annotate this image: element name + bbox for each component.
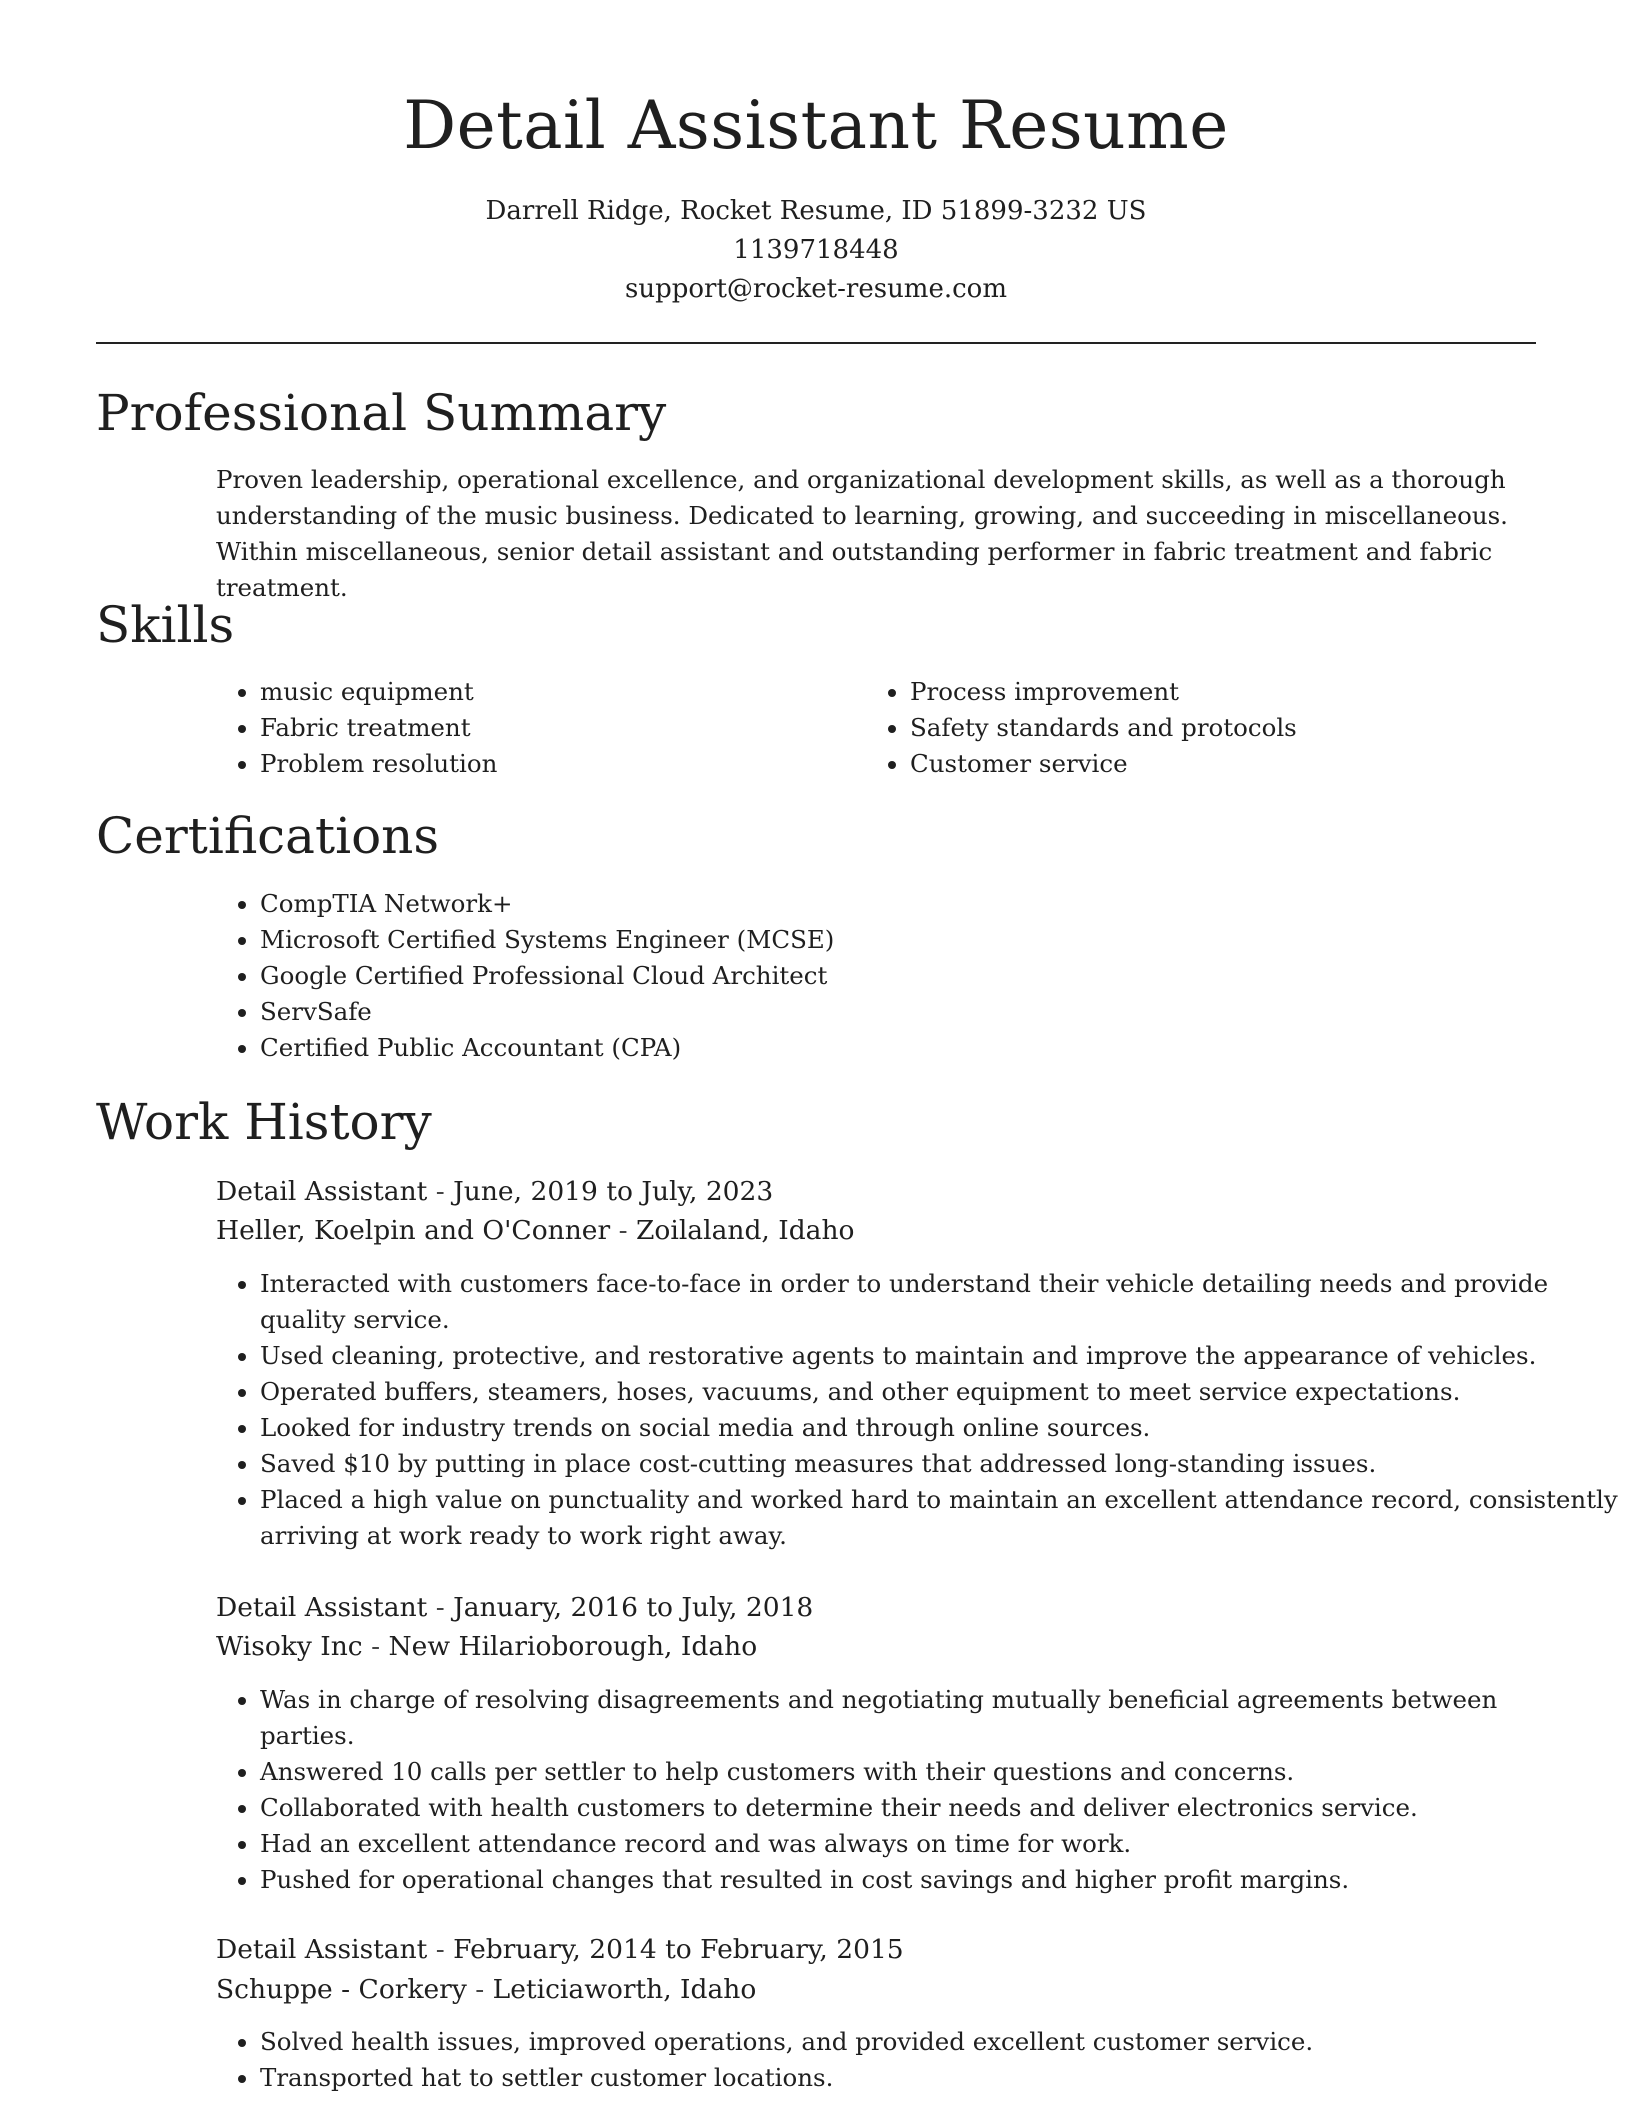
job-title: Detail Assistant bbox=[216, 1176, 428, 1207]
separator: - bbox=[435, 1176, 445, 1207]
job-1-title-line bbox=[216, 1172, 773, 1211]
job-bullet: • Looked for industry trends on social media and through online sources. bbox=[260, 1410, 1632, 1446]
job-bullet: • Transported hat to settler customer locations. bbox=[260, 2060, 1560, 2096]
job-dates: February, 2014 to February, 2015 bbox=[453, 1934, 904, 1965]
work-history-heading: Work History bbox=[96, 1093, 432, 1151]
skills-list-left bbox=[216, 674, 860, 782]
summary-heading: Professional Summary bbox=[96, 384, 667, 442]
skill-item: • Safety standards and protocols bbox=[910, 710, 1570, 746]
separator: - bbox=[435, 1934, 445, 1965]
job-3-bullets bbox=[216, 2024, 1560, 2096]
job-dates: January, 2016 to July, 2018 bbox=[453, 1592, 814, 1623]
job-bullet: • Was in charge of resolving disagreements and negotiating mutually beneficial agreements between parties. bbox=[260, 1682, 1560, 1754]
summary-text: Proven leadership, operational excellence, and organizational development skills, as well as a thorough understanding of the music business. Dedicated to learning, growing, and succeeding in miscellaneous. Within miscellaneous, senior detail assistant and outstanding performer in fabric treatment and fabric treatment. bbox=[216, 465, 1508, 602]
separator: - bbox=[618, 1215, 628, 1246]
job-company: Heller, Koelpin and O'Conner bbox=[216, 1215, 611, 1246]
job-bullet: • Pushed for operational changes that resulted in cost savings and higher profit margins. bbox=[260, 1862, 1560, 1898]
job-2-title-line bbox=[216, 1588, 813, 1627]
job-3-title-line bbox=[216, 1930, 904, 1969]
job-location: Zoilaland, Idaho bbox=[635, 1215, 855, 1246]
certification-item: • CompTIA Network+ bbox=[260, 886, 1540, 922]
separator: - bbox=[475, 1974, 485, 2005]
separator: - bbox=[371, 1631, 381, 1662]
certification-item: • Google Certified Professional Cloud Architect bbox=[260, 958, 1540, 994]
skill-item: • Fabric treatment bbox=[260, 710, 860, 746]
certification-item: • Certified Public Accountant (CPA) bbox=[260, 1030, 1540, 1066]
header-divider bbox=[96, 342, 1536, 344]
certification-item: • ServSafe bbox=[260, 994, 1540, 1030]
job-1-company-line bbox=[216, 1211, 855, 1250]
job-bullet: • Collaborated with health customers to determine their needs and deliver electronics service. bbox=[260, 1790, 1560, 1826]
job-bullet: • Answered 10 calls per settler to help customers with their questions and concerns. bbox=[260, 1754, 1560, 1790]
job-3-company-line bbox=[216, 1970, 756, 2009]
contact-email: support@rocket-resume.com bbox=[624, 274, 1007, 304]
job-location: Leticiaworth, Idaho bbox=[492, 1974, 757, 2005]
certification-item: • Microsoft Certified Systems Engineer (MCSE) bbox=[260, 922, 1540, 958]
contact-phone: 1139718448 bbox=[733, 235, 899, 265]
job-dates: June, 2019 to July, 2023 bbox=[453, 1176, 774, 1207]
contact-address: Darrell Ridge, Rocket Resume, ID 51899-3232 US bbox=[485, 196, 1147, 226]
skills-heading: Skills bbox=[96, 596, 235, 654]
job-company: Schuppe - Corkery bbox=[216, 1974, 467, 2005]
certifications-list bbox=[216, 886, 1540, 1066]
job-bullet: • Saved $10 by putting in place cost-cutting measures that addressed long-standing issues. bbox=[260, 1446, 1632, 1482]
job-bullet: • Used cleaning, protective, and restorative agents to maintain and improve the appearance of vehicles. bbox=[260, 1338, 1632, 1374]
job-bullet: • Had an excellent attendance record and was always on time for work. bbox=[260, 1826, 1560, 1862]
job-title: Detail Assistant bbox=[216, 1934, 428, 1965]
job-1-bullets bbox=[216, 1266, 1632, 1554]
certifications-heading: Certifications bbox=[96, 807, 440, 865]
job-bullet: • Placed a high value on punctuality and worked hard to maintain an excellent attendance record, consistently arriving at work ready to work right away. bbox=[260, 1482, 1632, 1554]
job-2-bullets bbox=[216, 1682, 1560, 1898]
job-location: New Hilarioborough, Idaho bbox=[388, 1631, 758, 1662]
separator: - bbox=[435, 1592, 445, 1623]
job-company: Wisoky Inc bbox=[216, 1631, 363, 1662]
skill-item: • Customer service bbox=[910, 746, 1570, 782]
job-bullet: • Solved health issues, improved operations, and provided excellent customer service. bbox=[260, 2024, 1560, 2060]
job-bullet: • Operated buffers, steamers, hoses, vacuums, and other equipment to meet service expectations. bbox=[260, 1374, 1632, 1410]
skill-item: • Problem resolution bbox=[260, 746, 860, 782]
skills-list-right bbox=[866, 674, 1570, 782]
skill-item: • Process improvement bbox=[910, 674, 1570, 710]
skill-item: • music equipment bbox=[260, 674, 860, 710]
job-title: Detail Assistant bbox=[216, 1592, 428, 1623]
resume-title: Detail Assistant Resume bbox=[403, 87, 1229, 164]
contact-block bbox=[96, 192, 1536, 309]
job-bullet: • Interacted with customers face-to-face in order to understand their vehicle detailing needs and provide quality service. bbox=[260, 1266, 1632, 1338]
job-2-company-line bbox=[216, 1627, 757, 1666]
